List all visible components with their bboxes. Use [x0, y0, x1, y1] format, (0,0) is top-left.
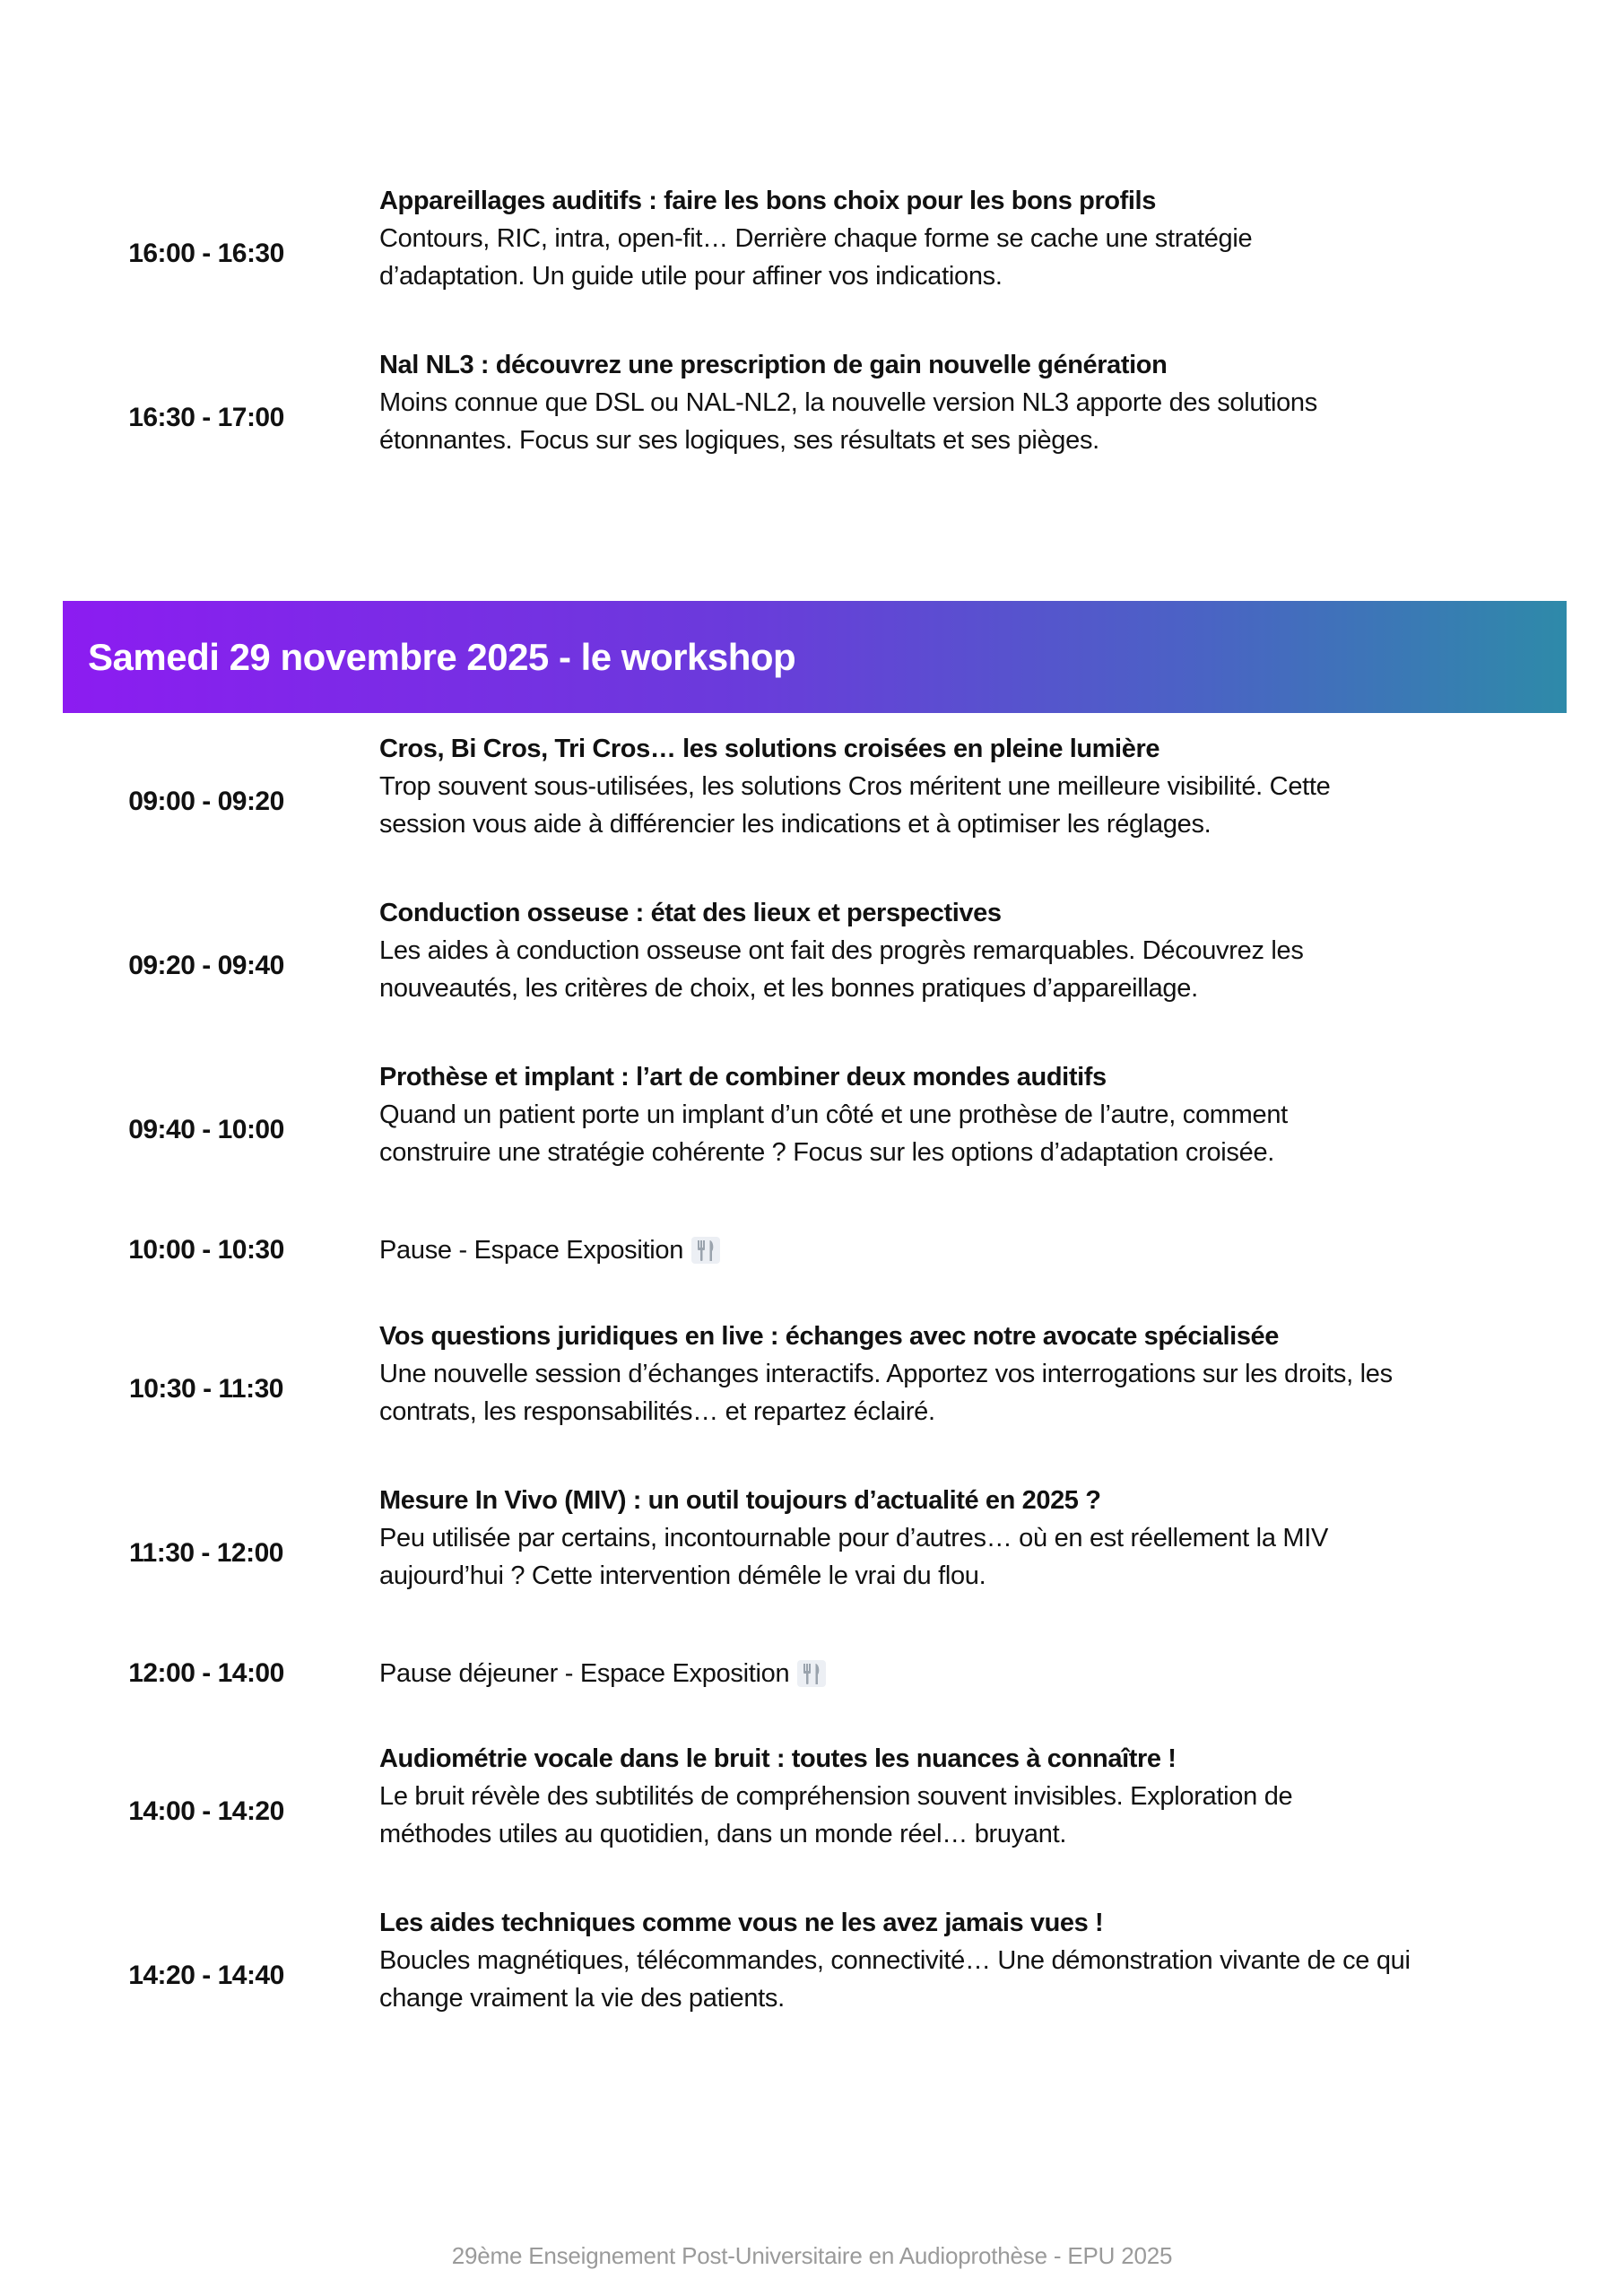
session-title: Mesure In Vivo (MIV) : un outil toujours d’actualité en 2025 ?: [379, 1486, 1101, 1515]
session-description-line: session vous aide à différencier les indications et à optimiser les réglages.: [379, 810, 1211, 839]
session-pause-10-00: [0, 1223, 1624, 1277]
session-description-line: Contours, RIC, intra, open-fit… Derrière chaque forme se cache une stratégie: [379, 224, 1253, 253]
session-09-40: [0, 1058, 1624, 1202]
day-banner-title: Samedi 29 novembre 2025 - le workshop: [88, 635, 796, 678]
session-time: 14:20 - 14:40: [128, 1961, 284, 1990]
session-description-line: Une nouvelle session d’échanges interactifs. Apportez vos interrogations sur les droits, les: [379, 1360, 1393, 1388]
session-title: Appareillages auditifs : faire les bons choix pour les bons profils: [379, 187, 1156, 215]
session-time: 10:00 - 10:30: [128, 1235, 284, 1265]
session-11-30: [0, 1482, 1624, 1625]
session-title: Cros, Bi Cros, Tri Cros… les solutions croisées en pleine lumière: [379, 735, 1160, 763]
session-title: Nal NL3 : découvrez une prescription de gain nouvelle génération: [379, 351, 1168, 379]
session-pause-12-00: [0, 1647, 1624, 1700]
session-title: Conduction osseuse : état des lieux et perspectives: [379, 899, 1002, 927]
session-description-line: méthodes utiles au quotidien, dans un monde réel… bruyant.: [379, 1820, 1067, 1848]
session-description-line: Les aides à conduction osseuse ont fait des progrès remarquables. Découvrez les: [379, 936, 1304, 965]
cutlery-icon: [796, 1658, 827, 1689]
cutlery-icon: [690, 1235, 721, 1265]
session-time: 11:30 - 12:00: [129, 1538, 283, 1568]
session-description-line: nouveautés, les critères de choix, et les bonnes pratiques d’appareillage.: [379, 974, 1198, 1003]
session-description-line: étonnantes. Focus sur ses logiques, ses résultats et ses pièges.: [379, 426, 1099, 455]
session-16-00: [0, 182, 1624, 326]
session-14-20: [0, 1904, 1624, 2048]
session-title: Prothèse et implant : l’art de combiner deux mondes auditifs: [379, 1063, 1107, 1091]
session-time: 09:20 - 09:40: [128, 951, 284, 980]
session-description-line: change vraiment la vie des patients.: [379, 1984, 785, 2013]
session-time: 09:40 - 10:00: [128, 1115, 284, 1144]
session-time: 09:00 - 09:20: [128, 787, 284, 816]
page-footer: 29ème Enseignement Post-Universitaire en Audioprothèse - EPU 2025: [451, 2242, 1173, 2269]
session-description-line: Peu utilisée par certains, incontournable pour d’autres… où en est réellement la MIV: [379, 1524, 1329, 1552]
session-description-line: Trop souvent sous-utilisées, les solutions Cros méritent une meilleure visibilité. Cette: [379, 772, 1331, 801]
session-description-line: construire une stratégie cohérente ? Focus sur les options d’adaptation croisée.: [379, 1138, 1275, 1167]
session-description-line: Le bruit révèle des subtilités de compréhension souvent invisibles. Exploration de: [379, 1782, 1293, 1811]
session-title: Les aides techniques comme vous ne les avez jamais vues !: [379, 1909, 1104, 1937]
session-description-line: d’adaptation. Un guide utile pour affiner vos indications.: [379, 262, 1003, 291]
day-banner: [63, 601, 1567, 713]
session-14-00: [0, 1740, 1624, 1883]
session-time: 16:30 - 17:00: [128, 403, 284, 432]
pause-label: Pause déjeuner - Espace Exposition: [379, 1659, 790, 1688]
session-10-30: [0, 1318, 1624, 1461]
session-description-line: contrats, les responsabilités… et repartez éclairé.: [379, 1397, 935, 1426]
session-description-line: aujourd’hui ? Cette intervention démêle le vrai du flou.: [379, 1561, 986, 1590]
session-09-00: [0, 730, 1624, 874]
session-description-line: Moins connue que DSL ou NAL-NL2, la nouvelle version NL3 apporte des solutions: [379, 388, 1317, 417]
session-09-20: [0, 894, 1624, 1038]
session-title: Audiométrie vocale dans le bruit : toutes les nuances à connaître !: [379, 1744, 1177, 1773]
session-time: 10:30 - 11:30: [129, 1374, 283, 1404]
session-time: 12:00 - 14:00: [128, 1658, 284, 1688]
session-16-30: [0, 346, 1624, 490]
session-title: Vos questions juridiques en live : échanges avec notre avocate spécialisée: [379, 1322, 1280, 1351]
pause-label: Pause - Espace Exposition: [379, 1236, 684, 1265]
session-time: 14:00 - 14:20: [128, 1796, 284, 1826]
session-time: 16:00 - 16:30: [128, 239, 284, 268]
session-description-line: Quand un patient porte un implant d’un côté et une prothèse de l’autre, comment: [379, 1100, 1288, 1129]
session-description-line: Boucles magnétiques, télécommandes, connectivité… Une démonstration vivante de ce qui: [379, 1946, 1411, 1975]
